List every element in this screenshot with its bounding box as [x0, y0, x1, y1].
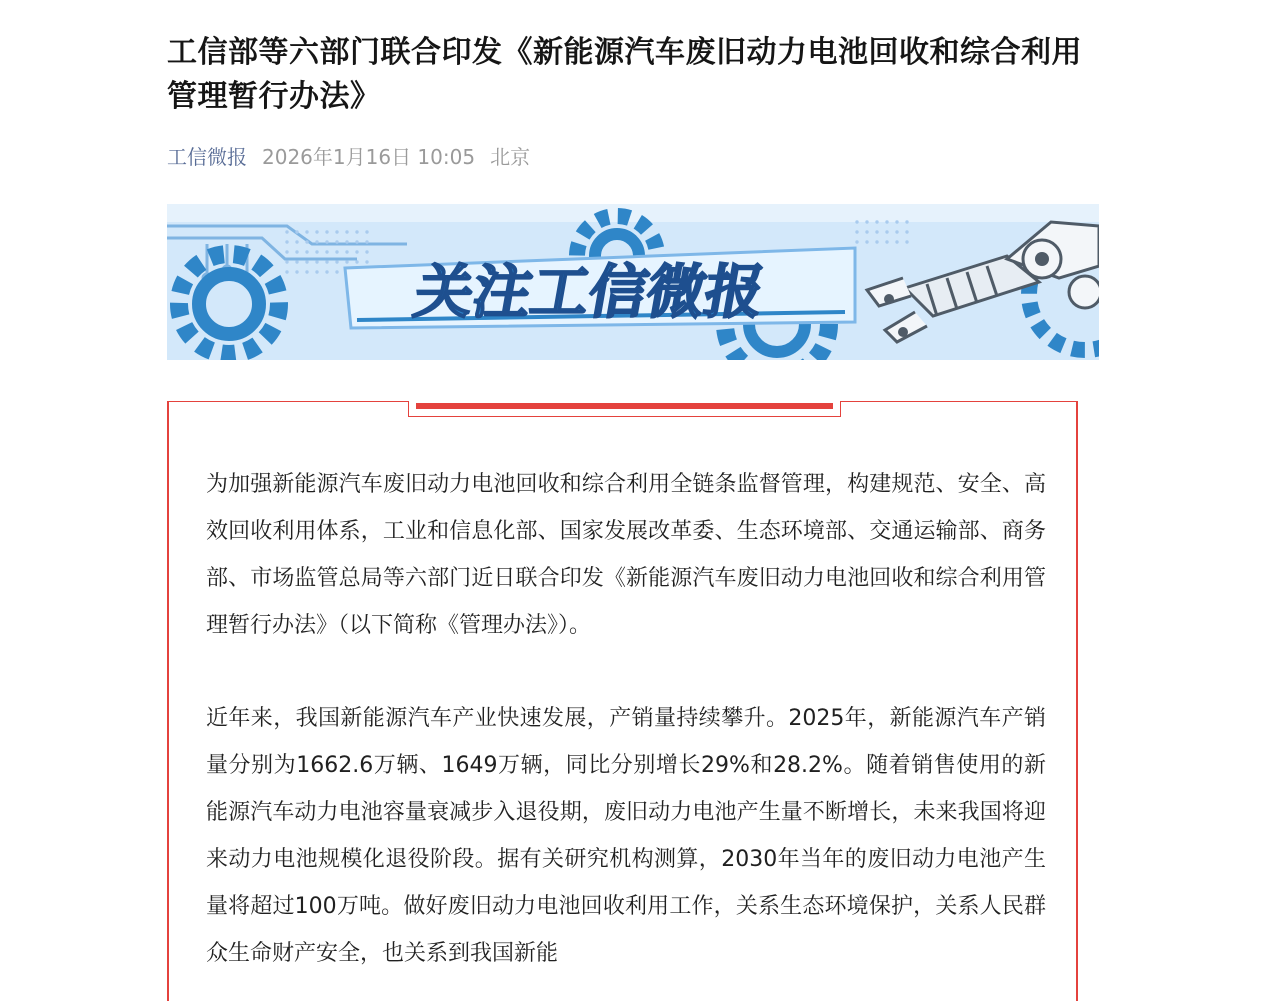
banner-title-text: 关注工信微报 [409, 258, 770, 326]
article-body [206, 461, 1046, 977]
follow-banner-image [167, 204, 1099, 360]
publish-location: 北京 [490, 144, 531, 169]
article-title: 工信部等六部门联合印发《新能源汽车废旧动力电池回收和综合利用管理暂行办法》 [167, 35, 1082, 114]
account-name-link[interactable]: 工信微报 [167, 144, 247, 169]
publish-datetime: 2026年1月16日 10:05 [262, 144, 476, 169]
article [167, 0, 1099, 326]
article-paragraph-2: 近年来，我国新能源汽车产业快速发展，产销量持续攀升。2025年，新能源汽车产销量分别为1662.6万辆、1649万辆，同比分别增长29%和28.2%。随着销售使用的新能源汽车动力电池容量衰减步入退役期，废旧动力电池产生量不断增长，未来我国将迎来动力电池规模化退役阶段。据有关研究机构测算，2030年当年的废旧动力电池产生量将超过100万吨。做好废旧动力电池回收利用工作，关系生态环境保护，关系人民群众生命财产安全，也关系到我国新能 [206, 706, 1046, 966]
frame-header-tab [408, 401, 841, 417]
article-paragraph-1: 为加强新能源汽车废旧动力电池回收和综合利用全链条监督管理，构建规范、安全、高效回收利用体系，工业和信息化部、国家发展改革委、生态环境部、交通运输部、商务部、市场监管总局等六部门近日联合印发《新能源汽车废旧动力电池回收和综合利用管理暂行办法》（以下简称《管理办法》）。 [206, 472, 1046, 638]
content-frame [167, 401, 1078, 1001]
article-meta [167, 141, 1099, 169]
frame-header-bar [416, 403, 833, 409]
